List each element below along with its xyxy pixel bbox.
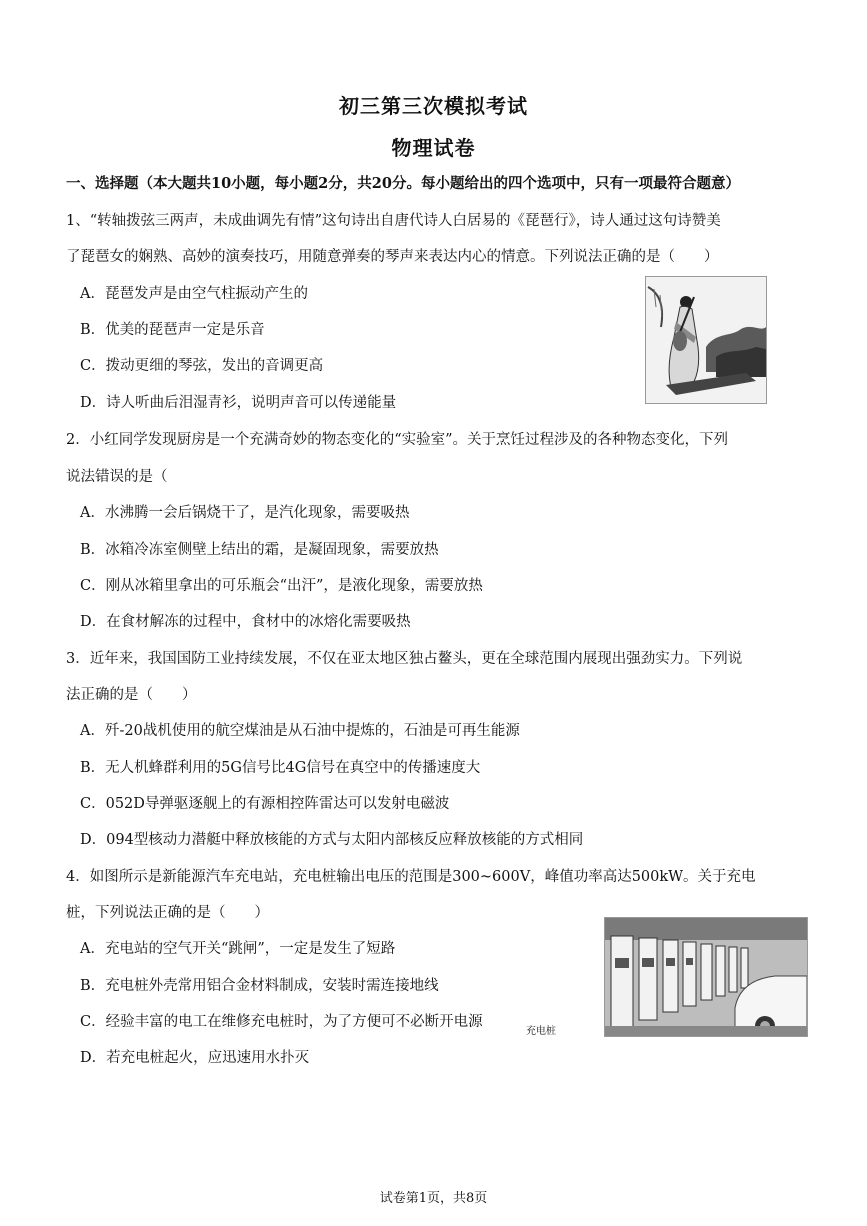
q2-stem-line2: 说法错误的是（ <box>66 469 168 485</box>
q2-option-c: C．刚从冰箱里拿出的可乐瓶会“出汗”，是液化现象，需要放热 <box>80 578 483 594</box>
q4-option-b: B．充电桩外壳常用铝合金材料制成，安装时需连接地线 <box>80 978 439 994</box>
q2-option-a: A．水沸腾一会后锅烧干了，是汽化现象，需要吸热 <box>80 505 410 521</box>
q3-stem-line2: 法正确的是（ ） <box>66 687 197 703</box>
pipa-player-illustration <box>645 276 767 404</box>
charging-station-photo <box>604 917 808 1037</box>
q3-option-c: C．052D导弹驱逐舰上的有源相控阵雷达可以发射电磁波 <box>80 796 450 812</box>
q4-stem-line2: 桩，下列说法正确的是（ ） <box>66 905 269 921</box>
q1-stem-line1: 1、“转轴拨弦三两声，未成曲调先有情”这句诗出自唐代诗人白居易的《琵琶行》，诗人通过这句诗赞美 <box>66 213 721 229</box>
q1-option-a: A．琵琶发声是由空气柱振动产生的 <box>80 286 308 302</box>
q4-option-a: A．充电站的空气开关“跳闸”，一定是发生了短路 <box>80 941 396 957</box>
q2-stem-line1: 2．小红同学发现厨房是一个充满奇妙的物态变化的“实验室”。关于烹饪过程涉及的各种物态变化，下列 <box>66 432 729 448</box>
q4-stem-line1: 4．如图所示是新能源汽车充电站，充电桩输出电压的范围是300~600V，峰值功率高达500kW。关于充电 <box>66 869 756 885</box>
q3-stem-line1: 3．近年来，我国国防工业持续发展，不仅在亚太地区独占鳌头，更在全球范围内展现出强劲实力。下列说 <box>66 651 743 667</box>
q3-option-a: A．歼-20战机使用的航空煤油是从石油中提炼的，石油是可再生能源 <box>80 723 520 739</box>
q1-option-d: D．诗人听曲后泪湿青衫，说明声音可以传递能量 <box>80 395 397 411</box>
q2-option-b: B．冰箱冷冻室侧壁上结出的霜，是凝固现象，需要放热 <box>80 542 439 558</box>
q4-option-c: C．经验丰富的电工在维修充电桩时，为了方便可不必断开电源 <box>80 1014 483 1030</box>
q1-option-b: B．优美的琵琶声一定是乐音 <box>80 322 265 338</box>
exam-subtitle: 物理试卷 <box>391 136 476 160</box>
q2-option-d: D．在食材解冻的过程中，食材中的冰熔化需要吸热 <box>80 614 411 630</box>
exam-title: 初三第三次模拟考试 <box>339 94 528 118</box>
q1-stem-line2: 了琵琶女的娴熟、高妙的演奏技巧，用随意弹奏的琴声来表达内心的情意。下列说法正确的是（ ） <box>66 249 719 265</box>
photo-caption: 充电桩 <box>526 1026 556 1037</box>
page-number: 试卷第1页，共8页 <box>379 1191 488 1206</box>
q3-option-b: B．无人机蜂群利用的5G信号比4G信号在真空中的传播速度大 <box>80 760 481 776</box>
q4-option-d: D．若充电桩起火，应迅速用水扑灭 <box>80 1050 310 1066</box>
q3-option-d: D．094型核动力潜艇中释放核能的方式与太阳内部核反应释放核能的方式相同 <box>80 832 584 848</box>
q1-option-c: C．拨动更细的琴弦，发出的音调更高 <box>80 358 324 374</box>
section-heading: 一、选择题（本大题共10小题，每小题2分，共20分。每小题给出的四个选项中，只有一项最符合题意） <box>66 175 740 192</box>
